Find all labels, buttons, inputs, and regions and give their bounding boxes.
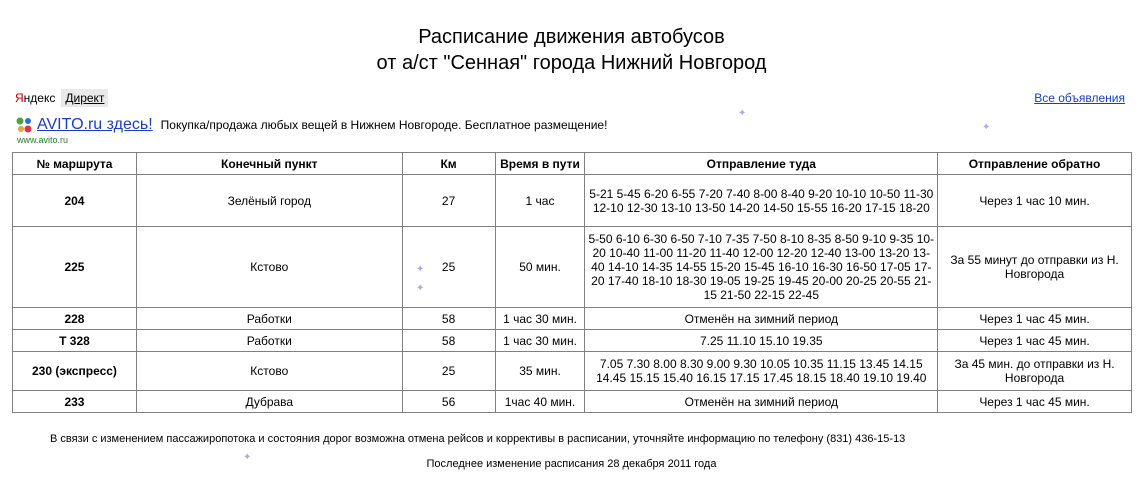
route-number: 228 [13, 308, 137, 330]
departures-there: Отменён на зимний период [585, 391, 938, 413]
route-number: Т 328 [13, 330, 137, 352]
distance-km: 25 [402, 227, 495, 308]
table-row [13, 330, 1132, 352]
departures-back: Через 1 час 10 мин. [938, 175, 1132, 227]
route-number: 204 [13, 175, 137, 227]
table-row [13, 227, 1132, 308]
departures-back: За 45 мин. до отправки из Н. Новгорода [938, 352, 1132, 391]
travel-time: 35 мин. [495, 352, 585, 391]
header-duration: Время в пути [495, 153, 585, 175]
destination: Дубрава [136, 391, 402, 413]
table-row [13, 175, 1132, 227]
table-header-row [13, 153, 1132, 175]
table-row [13, 391, 1132, 413]
departures-back: Через 1 час 45 мин. [938, 391, 1132, 413]
departures-back: За 55 минут до отправки из Н. Новгорода [938, 227, 1132, 308]
decorative-star-icon: ✦ [416, 283, 425, 294]
yandex-logo[interactable] [15, 91, 55, 105]
travel-time: 1 час 30 мин. [495, 330, 585, 352]
avito-logo-icon[interactable] [15, 116, 33, 134]
travel-time: 1час 40 мин. [495, 391, 585, 413]
destination: Зелёный город [136, 175, 402, 227]
table-row [13, 352, 1132, 391]
schedule-table [12, 152, 1132, 413]
travel-time: 1 час 30 мин. [495, 308, 585, 330]
departures-there: 5-50 6-10 6-30 6-50 7-10 7-35 7-50 8-10 8-35 8-50 9-10 9-35 10-20 10-40 11-00 11-20 11-40 12-00 12-20 12-40 13-00 13-20 13-40 14-10 14-35 14-55 15-20 15-45 16-10 16-30 16-50 17-05 17-20 17-40 18-10 18-30 19-05 19-25 19-45 20-00 20-25 20-55 21-15 21-50 22-15 22-45 [585, 227, 938, 308]
destination: Кстово [136, 352, 402, 391]
distance-km: 56 [402, 391, 495, 413]
yandex-logo-rest: ндекс [23, 91, 56, 105]
departures-back: Через 1 час 45 мин. [938, 308, 1132, 330]
departures-there: 5-21 5-45 6-20 6-55 7-20 7-40 8-00 8-40 9-20 10-10 10-50 11-30 12-10 12-30 13-10 13-50 14-20 14-50 15-55 16-20 17-15 18-20 [585, 175, 938, 227]
route-number: 230 (экспресс) [13, 352, 137, 391]
yandex-direct-bar [15, 88, 108, 108]
header-km: Км [402, 153, 495, 175]
avito-description: Покупка/продажа любых вещей в Нижнем Новгороде. Бесплатное размещение! [160, 118, 608, 132]
page-title [0, 24, 1143, 76]
departures-there: Отменён на зимний период [585, 308, 938, 330]
travel-time: 50 мин. [495, 227, 585, 308]
header-route: № маршрута [13, 153, 137, 175]
last-update: Последнее изменение расписания 28 декабря 2011 года [426, 458, 717, 470]
decorative-star-icon: ✦ [416, 264, 425, 275]
distance-km: 27 [402, 175, 495, 227]
schedule-notice: В связи с изменением пассажиропотока и состояния дорог возможна отмена рейсов и коррективы в расписании, уточняйте информацию по телефону (831) 436-15-13 [50, 433, 906, 445]
departures-back: Через 1 час 45 мин. [938, 330, 1132, 352]
departures-there: 7.25 11.10 15.10 19.35 [585, 330, 938, 352]
direct-link[interactable]: Директ [61, 89, 108, 107]
yandex-logo-first-letter: Я [15, 91, 24, 105]
title-line-1: Расписание движения автобусов [418, 26, 725, 48]
table-row [13, 308, 1132, 330]
distance-km: 58 [402, 308, 495, 330]
avito-link[interactable]: AVITO.ru здесь! [37, 116, 153, 133]
route-number: 225 [13, 227, 137, 308]
distance-km: 25 [402, 352, 495, 391]
departures-there: 7.05 7.30 8.00 8.30 9.00 9.30 10.05 10.35 11.15 13.45 14.15 14.45 15.15 15.40 16.15 17.15 17.45 18.15 18.40 19.10 19.40 [585, 352, 938, 391]
header-departures-back: Отправление обратно [938, 153, 1132, 175]
distance-km: 58 [402, 330, 495, 352]
route-number: 233 [13, 391, 137, 413]
destination: Работки [136, 330, 402, 352]
travel-time: 1 час [495, 175, 585, 227]
title-line-2: от а/ст "Сенная" города Нижний Новгород [376, 52, 767, 74]
decorative-star-icon: ✦ [243, 452, 252, 463]
decorative-star-icon: ✦ [738, 108, 747, 119]
destination: Работки [136, 308, 402, 330]
destination: Кстово [136, 227, 402, 308]
decorative-star-icon: ✦ [982, 122, 991, 133]
avito-url[interactable]: www.avito.ru [17, 135, 69, 145]
all-ads-link[interactable]: Все объявления [1034, 91, 1125, 105]
avito-ad [15, 114, 607, 136]
header-departures-there: Отправление туда [585, 153, 938, 175]
header-destination: Конечный пункт [136, 153, 402, 175]
